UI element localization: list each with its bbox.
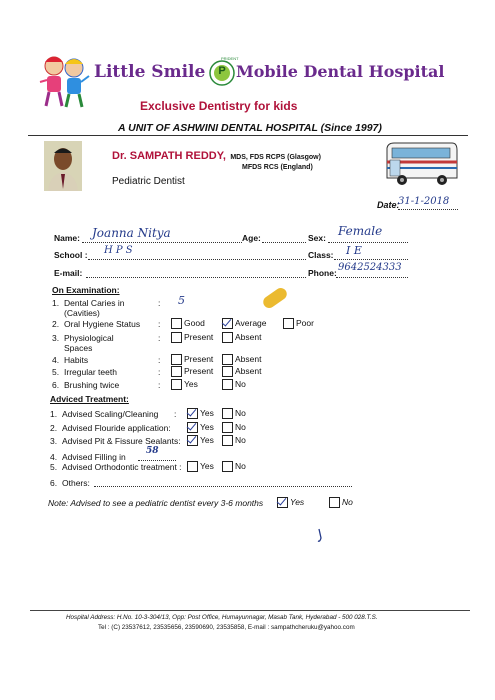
footer-contact: Tel : (C) 23537612, 23535656, 23590690, 23535858, E-mail : sampathcheruku@yahoo.com xyxy=(98,624,355,631)
checkbox[interactable] xyxy=(222,408,233,419)
name-line xyxy=(82,242,242,243)
exam-3-label: Physiological xyxy=(64,333,114,343)
exam-2-option-good[interactable] xyxy=(171,318,205,329)
exam-3-option-present[interactable] xyxy=(171,332,213,343)
exam-6-number: 6. xyxy=(52,380,60,390)
option-label: Yes xyxy=(290,497,305,507)
checkbox-checked[interactable] xyxy=(187,422,198,433)
exam-2-option-average[interactable] xyxy=(222,318,267,329)
checkbox[interactable] xyxy=(171,354,182,365)
exam-2-number: 2. xyxy=(52,319,60,329)
doctor-name-text: Dr. SAMPATH REDDY, xyxy=(112,150,226,162)
option-label: No xyxy=(235,408,246,418)
treat-5-label: Advised Orthodontic treatment : xyxy=(62,462,182,472)
option-label: Absent xyxy=(235,366,262,376)
exam-5-colon: : xyxy=(158,367,161,377)
exam-3-label-2: Spaces xyxy=(64,343,93,353)
exam-1-value: 5 xyxy=(178,294,185,307)
treat-2-option-no[interactable] xyxy=(222,422,246,433)
option-label: Present xyxy=(184,354,214,364)
treatment-heading: Adviced Treatment: xyxy=(50,394,129,404)
treat-3-option-no[interactable] xyxy=(222,435,246,446)
pen-mark xyxy=(316,528,326,544)
treat-2-number: 2. xyxy=(50,423,58,433)
checkbox[interactable] xyxy=(283,318,294,329)
treat-1-option-no[interactable] xyxy=(222,408,246,419)
option-label: Yes xyxy=(200,422,214,432)
option-label: Poor xyxy=(296,318,314,328)
option-label: No xyxy=(235,435,246,445)
exam-1-label: Dental Caries in xyxy=(64,298,125,308)
option-label: Absent xyxy=(235,332,262,342)
exam-5-option-absent[interactable] xyxy=(222,366,261,377)
exam-2-option-poor[interactable] xyxy=(283,318,314,329)
exam-6-option-no[interactable] xyxy=(222,379,246,390)
exam-4-number: 4. xyxy=(52,355,60,365)
checkbox[interactable] xyxy=(171,379,182,390)
checkbox[interactable] xyxy=(222,461,233,472)
exam-6-colon: : xyxy=(158,380,161,390)
kids-logo xyxy=(36,52,92,110)
exam-5-label: Irregular teeth xyxy=(64,367,117,377)
checkbox-checked[interactable] xyxy=(187,408,198,419)
treat-4-number: 4. xyxy=(50,452,58,462)
option-label: Absent xyxy=(235,354,262,364)
phone-value: 9642524333 xyxy=(338,262,402,273)
exam-4-label: Habits xyxy=(64,355,89,365)
footer-address: Hospital Address: H.No. 10-3-304/13, Opp: Post Office, Humayunnagar, Masab Tank, Hyderabad - 500 028.T.S. xyxy=(66,614,378,621)
treat-6-number: 6. xyxy=(50,478,58,488)
checkbox-checked[interactable] xyxy=(222,318,233,329)
treat-3-label: Advised Pit & Fissure Sealants: xyxy=(62,436,181,446)
treat-4-line xyxy=(138,460,176,461)
treat-4-value: 58 xyxy=(146,446,159,456)
brand-logo-text: PRIDENT xyxy=(221,56,239,61)
treat-1-number: 1. xyxy=(50,409,58,419)
footer-divider xyxy=(30,610,470,611)
school-value: H P S xyxy=(104,245,133,256)
note-text: Note: Advised to see a pediatric dentist every 3-6 months xyxy=(48,498,264,508)
treat-5-option-yes[interactable] xyxy=(187,461,214,472)
exam-6-option-yes[interactable] xyxy=(171,379,198,390)
option-label: Present xyxy=(184,366,214,376)
exam-4-colon: : xyxy=(158,355,161,365)
treat-1-option-yes[interactable] xyxy=(187,408,214,419)
exam-1-number: 1. xyxy=(52,298,60,308)
exam-1-label-2: (Cavities) xyxy=(64,308,100,318)
treat-6-line xyxy=(94,486,352,487)
treat-1-colon: : xyxy=(174,409,177,419)
exam-6-label: Brushing twice xyxy=(64,380,120,390)
name-label: Name: xyxy=(54,233,80,243)
checkbox[interactable] xyxy=(222,435,233,446)
phone-label: Phone: xyxy=(308,268,337,278)
option-label: Yes xyxy=(200,461,214,471)
phone-line xyxy=(336,277,408,278)
name-value: Joanna Nitya xyxy=(92,226,171,240)
treat-4-label: Advised Filling in xyxy=(62,452,126,462)
class-label: Class: xyxy=(308,250,334,260)
exam-3-colon: : xyxy=(158,333,161,343)
email-line xyxy=(86,277,306,278)
date-line xyxy=(398,209,458,210)
sex-value: Female xyxy=(338,224,383,238)
treat-3-option-yes[interactable] xyxy=(187,435,214,446)
email-label: E-mail: xyxy=(54,268,83,278)
option-label: No xyxy=(342,497,353,507)
note-option-no[interactable] xyxy=(329,497,353,508)
exam-3-number: 3. xyxy=(52,333,60,343)
exam-4-option-absent[interactable] xyxy=(222,354,261,365)
treat-5-option-no[interactable] xyxy=(222,461,246,472)
examination-heading: On Examination: xyxy=(52,285,120,295)
age-line xyxy=(262,242,306,243)
date-value: 31-1-2018 xyxy=(398,196,450,207)
option-label: Good xyxy=(184,318,205,328)
hospital-subtitle: Exclusive Dentistry for kids xyxy=(140,99,298,113)
treat-2-option-yes[interactable] xyxy=(187,422,214,433)
checkbox[interactable] xyxy=(171,332,182,343)
doctor-qualifications: MDS, FDS RCPS (Glasgow) xyxy=(230,154,321,161)
option-label: Average xyxy=(235,318,267,328)
doctor-qualifications-2: MFDS RCS (England) xyxy=(242,164,313,171)
brand-logo xyxy=(209,56,239,86)
doctor-photo xyxy=(44,141,82,191)
doctor-name xyxy=(112,146,321,164)
header-divider xyxy=(28,135,468,136)
checkbox[interactable] xyxy=(187,461,198,472)
option-label: Yes xyxy=(184,379,198,389)
school-label: School : xyxy=(54,250,88,260)
option-label: No xyxy=(235,422,246,432)
treat-2-label: Advised Flouride application: xyxy=(62,423,171,433)
hospital-title-part1: Little Smile xyxy=(94,62,206,82)
checkbox-checked[interactable] xyxy=(277,497,288,508)
age-label: Age: xyxy=(242,233,261,243)
note-option-yes[interactable] xyxy=(277,497,304,508)
checkbox[interactable] xyxy=(222,366,233,377)
exam-1-colon: : xyxy=(158,298,161,308)
checkbox-checked[interactable] xyxy=(187,435,198,446)
checkbox[interactable] xyxy=(171,366,182,377)
doctor-role: Pediatric Dentist xyxy=(112,176,185,187)
school-line xyxy=(88,259,306,260)
class-value: I E xyxy=(346,244,362,257)
checkbox[interactable] xyxy=(222,354,233,365)
bus-illustration xyxy=(384,140,460,190)
option-label: Yes xyxy=(200,435,214,445)
exam-2-colon: : xyxy=(158,319,161,329)
sex-line xyxy=(328,242,408,243)
hospital-title-part2: Mobile Dental Hospital xyxy=(236,62,445,81)
unit-line: A UNIT OF ASHWINI DENTAL HOSPITAL (Since 1997) xyxy=(118,122,382,134)
exam-3-option-absent[interactable] xyxy=(222,332,261,343)
checkbox[interactable] xyxy=(171,318,182,329)
treat-6-label: Others: xyxy=(62,478,90,488)
date-label: Date: xyxy=(377,200,400,210)
exam-5-number: 5. xyxy=(52,367,60,377)
class-line xyxy=(334,259,408,260)
option-label: Present xyxy=(184,332,214,342)
checkbox[interactable] xyxy=(222,332,233,343)
option-label: No xyxy=(235,379,246,389)
option-label: Yes xyxy=(200,408,214,418)
exam-5-option-present[interactable] xyxy=(171,366,213,377)
sex-label: Sex: xyxy=(308,233,326,243)
checkbox[interactable] xyxy=(222,422,233,433)
option-label: No xyxy=(235,461,246,471)
treat-5-number: 5. xyxy=(50,462,58,472)
brand-logo-letter: P xyxy=(218,65,226,77)
checkbox[interactable] xyxy=(329,497,340,508)
highlighter-mark xyxy=(261,286,289,311)
treat-1-label: Advised Scaling/Cleaning xyxy=(62,409,159,419)
checkbox[interactable] xyxy=(222,379,233,390)
exam-4-option-present[interactable] xyxy=(171,354,213,365)
treat-3-number: 3. xyxy=(50,436,58,446)
exam-2-label: Oral Hygiene Status xyxy=(64,319,141,329)
